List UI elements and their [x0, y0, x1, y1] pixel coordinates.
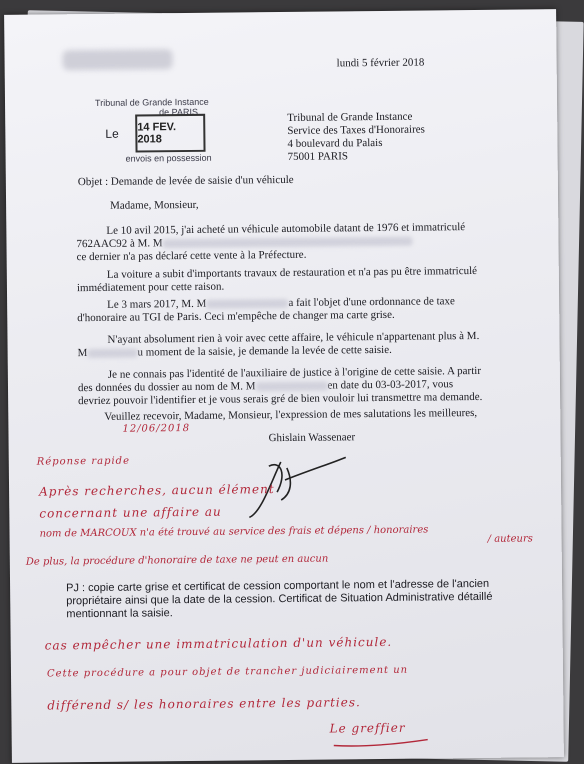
p1-line-text: 762AAC92 à M. M — [76, 237, 163, 251]
handwritten-line: / auteurs — [487, 533, 533, 545]
p3-line-text: a fait l'objet d'une ordonnance de taxe — [288, 295, 455, 309]
paragraph-1 — [76, 221, 465, 264]
redacted-name — [206, 299, 288, 309]
handwritten-line: différend s/ les honoraires entre les parties. — [47, 695, 361, 713]
pj-line: PJ : copie carte grise et certificat de cession comportant le nom et l'adresse de l'ancien — [66, 577, 490, 595]
recipient-line: 4 boulevard du Palais — [287, 136, 383, 150]
p3-line: d'honoraire au TGI de Paris. Ceci m'empêche de changer ma carte grise. — [77, 308, 395, 325]
paragraph-4 — [77, 330, 479, 360]
redacted-name — [87, 349, 137, 359]
handwritten-underline — [332, 736, 432, 749]
redacted-name — [255, 382, 327, 392]
recipient-address — [287, 111, 425, 164]
stamp-date-box — [135, 114, 205, 153]
p1-line: ce dernier n'a pas déclaré cette vente à la Préfecture. — [76, 248, 307, 264]
signatory-name: Ghislain Wassenaer — [268, 431, 356, 445]
p2-line: La voiture a subit d'importants travaux de restauration et n'a pas pu être immatriculé — [106, 264, 478, 281]
handwritten-header: Réponse rapide — [36, 455, 131, 468]
handwritten-line: concernant une affaire au — [39, 504, 222, 521]
p5-line: devriez pouvoir l'identifier et je vous serais gré de bien vouloir lui transmettre ma demande. — [78, 390, 483, 408]
p5-line-text: des données du dossier au nom de M. M — [77, 380, 256, 395]
stamp-date: 14 FEV. 2018 — [137, 121, 177, 146]
handwritten-line: cas empêcher une immatriculation d'un véhicule. — [44, 634, 393, 653]
p4-line: N'ayant absolument rien à voir avec cette affaire, le véhicule n'appartenant plus à M. — [107, 329, 480, 346]
recipient-line: 75001 PARIS — [287, 150, 349, 163]
paragraph-3 — [77, 295, 455, 325]
redacted-header — [62, 49, 172, 70]
p1-line: Le 10 avil 2015, j'ai acheté un véhicule automobile datant de 1976 et immatriculé — [106, 221, 466, 237]
paragraph-5 — [78, 365, 483, 408]
p5-line-text: en date du 03-03-2017, vous — [327, 378, 454, 392]
paragraph-2 — [77, 265, 477, 295]
handwritten-line: Après recherches, aucun élément — [39, 482, 275, 499]
stamp-court-city: de PARIS — [159, 106, 199, 118]
recipient-line: Tribunal de Grande Instance — [287, 110, 413, 124]
stamp-court-name: Tribunal de Grande Instance — [94, 96, 209, 108]
handwritten-date: 12/06/2018 — [122, 422, 191, 435]
pj-line: mentionnant la saisie. — [66, 607, 173, 621]
p5-line: Je ne connais pas l'identité de l'auxiliaire de justice à l'origine de cette saisie. A partir — [107, 364, 482, 381]
p4-line-text: u moment de la saisie, je demande la levée de cette saisie. — [137, 343, 392, 359]
handwritten-signature: Le greffier — [329, 720, 406, 736]
handwritten-line: De plus, la procédure d'honoraire de taxe ne peut en aucun — [25, 553, 329, 568]
p4-line — [78, 343, 480, 360]
pj-line: propriétaire ainsi que la date de la cession. Certificat de Situation Administrative détaillé — [66, 590, 493, 608]
closing-line: Veuillez recevoir, Madame, Monsieur, l'expression de mes salutations les meilleures, — [104, 406, 478, 423]
stamp-le-label: Le — [105, 126, 119, 141]
attachments-note — [66, 578, 493, 621]
handwritten-line: nom de MARCOUX n'a été trouvé au service des frais et dépens / honoraires — [39, 524, 429, 540]
recipient-line: Service des Taxes d'Honoraires — [287, 123, 425, 137]
p4-line-text: M — [77, 347, 88, 360]
p2-line: immédiatement pour cette raison. — [76, 280, 225, 295]
p3-line-text: Le 3 mars 2017, M. M — [107, 297, 207, 311]
salutation: Madame, Monsieur, — [110, 198, 199, 212]
redacted-name — [163, 237, 413, 249]
letter-date: lundi 5 février 2018 — [336, 56, 425, 70]
handwritten-line: Cette procédure a pour objet de trancher judiciairement un — [46, 664, 409, 680]
subject-line: Objet : Demande de levée de saisie d'un véhicule — [77, 173, 294, 189]
letter-sheet — [4, 9, 564, 763]
stamp-possession: envois en possession — [125, 152, 212, 164]
